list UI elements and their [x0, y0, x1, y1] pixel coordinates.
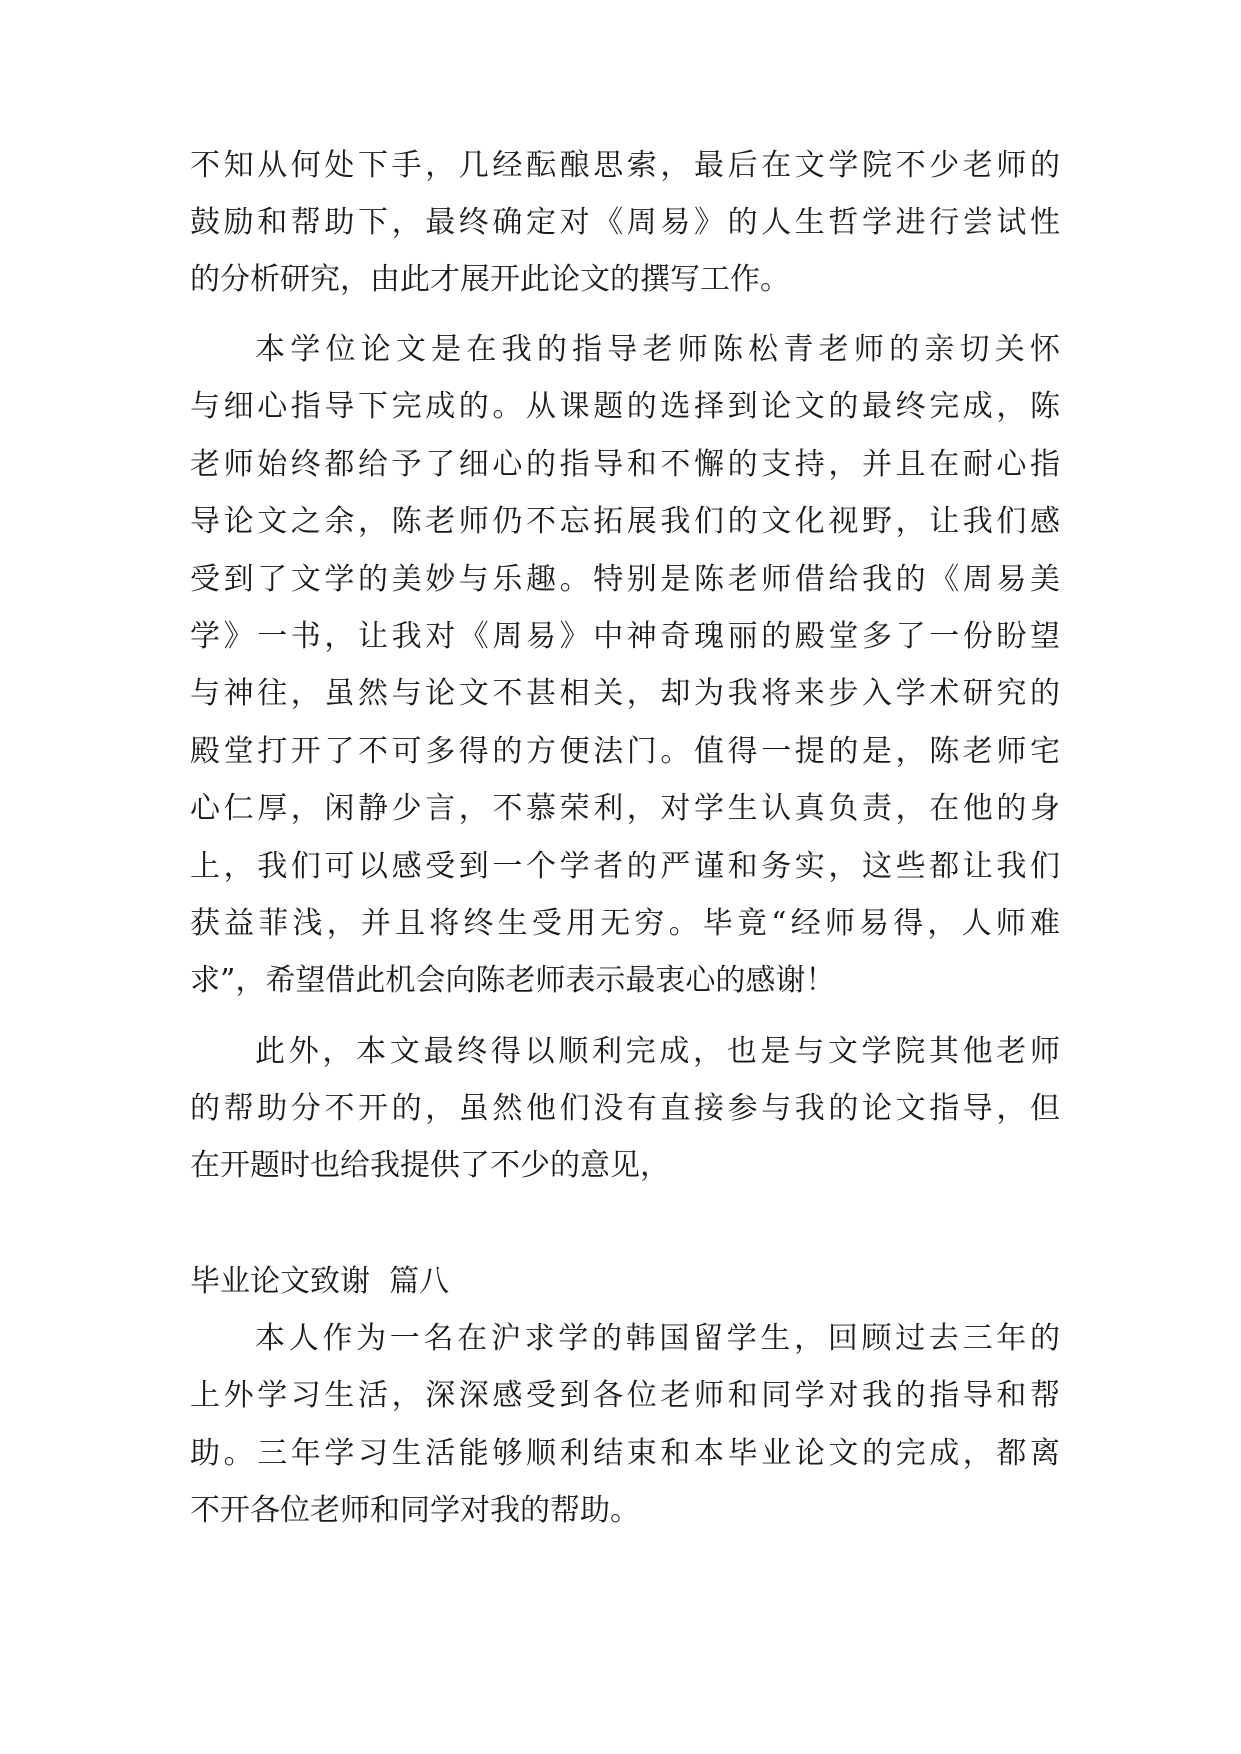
paragraph-line: 老师始终都给予了细心的指导和不懈的支持，并且在耐心指	[190, 447, 1060, 482]
paragraph-line: 学》一书，让我对《周易》中神奇瑰丽的殿堂多了一份盼望	[190, 619, 1060, 654]
paragraph-line: 不开各位老师和同学对我的帮助。	[190, 1493, 640, 1528]
paragraph-line: 上，我们可以感受到一个学者的严谨和务实，这些都让我们	[190, 849, 1060, 884]
paragraph-line: 不知从何处下手，几经酝酿思索，最后在文学院不少老师的	[190, 148, 1060, 183]
paragraph-line: 的帮助分不开的，虽然他们没有直接参与我的论文指导，但	[190, 1091, 1060, 1126]
paragraph-line: 的分析研究，由此才展开此论文的撰写工作。	[190, 262, 790, 297]
paragraph-line: 本学位论文是在我的指导老师陈松青老师的亲切关怀	[255, 332, 1060, 367]
paragraph-line: 与细心指导下完成的。从课题的选择到论文的最终完成，陈	[190, 389, 1060, 424]
paragraph-line: 心仁厚，闲静少言，不慕荣利，对学生认真负责，在他的身	[190, 791, 1060, 826]
paragraph-line: 在开题时也给我提供了不少的意见，	[190, 1148, 670, 1183]
paragraph-line: 此外，本文最终得以顺利完成，也是与文学院其他老师	[255, 1034, 1060, 1069]
section-heading: 毕业论文致谢 篇八	[190, 1264, 450, 1299]
paragraph-line: 导论文之余，陈老师仍不忘拓展我们的文化视野，让我们感	[190, 504, 1060, 539]
paragraph-line: 获益菲浅，并且将终生受用无穷。毕竟“经师易得，人师难	[190, 906, 1060, 941]
paragraph-line: 鼓励和帮助下，最终确定对《周易》的人生哲学进行尝试性	[190, 205, 1060, 240]
paragraph-line: 助。三年学习生活能够顺利结束和本毕业论文的完成，都离	[190, 1436, 1060, 1471]
paragraph-line: 求”，希望借此机会向陈老师表示最衷心的感谢！	[190, 963, 836, 998]
paragraph-line: 受到了文学的美妙与乐趣。特别是陈老师借给我的《周易美	[190, 562, 1060, 597]
paragraph-line: 上外学习生活，深深感受到各位老师和同学对我的指导和帮	[190, 1378, 1060, 1413]
paragraph-line: 殿堂打开了不可多得的方便法门。值得一提的是，陈老师宅	[190, 734, 1060, 769]
paragraph-line: 与神往，虽然与论文不甚相关，却为我将来步入学术研究的	[190, 676, 1060, 711]
paragraph-line: 本人作为一名在沪求学的韩国留学生，回顾过去三年的	[255, 1321, 1060, 1356]
